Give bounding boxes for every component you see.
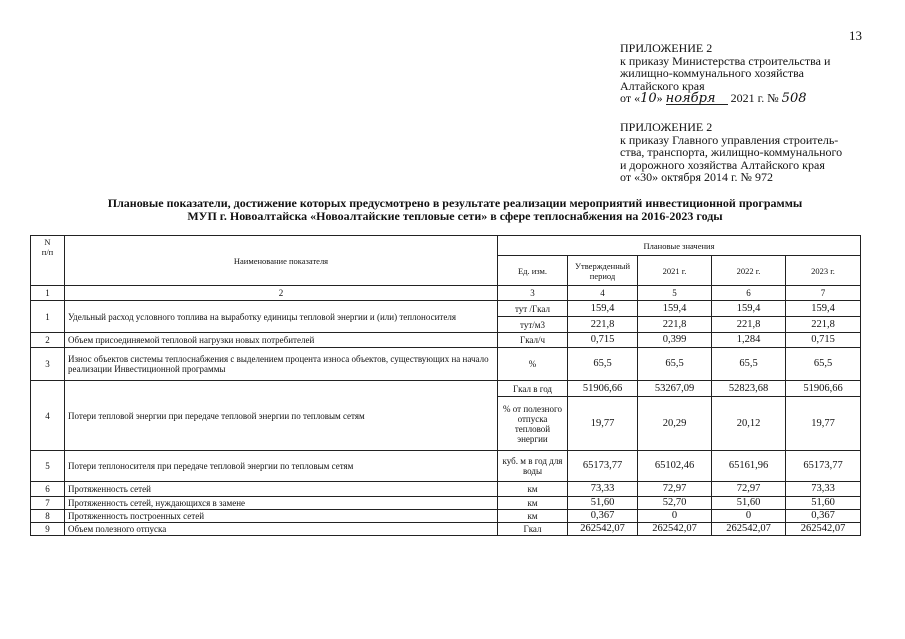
value-cell: 159,4 — [712, 301, 786, 317]
row-number: 5 — [31, 451, 65, 482]
value-cell: 20,29 — [638, 397, 712, 451]
value-cell: 0,715 — [786, 333, 861, 348]
indicator-name: Потери тепловой энергии при передаче тепловой энергии по тепловым сетям — [65, 381, 498, 451]
value-cell: 262542,07 — [638, 523, 712, 536]
table-row — [31, 348, 861, 381]
value-cell: 65173,77 — [786, 451, 861, 482]
value-cell: 0 — [638, 510, 712, 523]
column-number: 2 — [65, 286, 498, 301]
column-number: 1 — [31, 286, 65, 301]
value-cell: 65102,46 — [638, 451, 712, 482]
unit-cell: км — [498, 482, 568, 497]
handwritten-day: 10 — [640, 91, 657, 106]
value-cell: 0 — [712, 510, 786, 523]
value-cell: 73,33 — [786, 482, 861, 497]
indicator-name: Протяженность сетей, нуждающихся в замене — [65, 497, 498, 510]
value-cell: 0,367 — [786, 510, 861, 523]
value-cell: 19,77 — [568, 397, 638, 451]
row-number: 7 — [31, 497, 65, 510]
appendix-header-ministry — [620, 42, 830, 106]
indicator-name: Потери теплоносителя при передаче тепловой энергии по тепловым сетям — [65, 451, 498, 482]
row-number: 4 — [31, 381, 65, 451]
column-number: 4 — [568, 286, 638, 301]
unit-cell: Гкал в год — [498, 381, 568, 397]
row-number: 1 — [31, 301, 65, 333]
appendix-line: Алтайского края — [620, 78, 705, 93]
header-year-2021: 2021 г. — [638, 256, 712, 286]
column-number: 5 — [638, 286, 712, 301]
value-cell: 65173,77 — [568, 451, 638, 482]
header-num: N п/п — [31, 236, 65, 286]
header-name: Наименование показателя — [65, 236, 498, 286]
value-cell: 51,60 — [568, 497, 638, 510]
value-cell: 0,715 — [568, 333, 638, 348]
underline — [666, 104, 728, 105]
indicator-name: Протяженность сетей — [65, 482, 498, 497]
date-year: 2021 г. № — [730, 91, 779, 105]
title-line: МУП г. Новоалтайска «Новоалтайские тепловые сети» в сфере теплоснабжения на 2016-2023 годы — [187, 209, 723, 223]
appendix-line: к приказу Министерства строительства и — [620, 53, 831, 68]
value-cell: 262542,07 — [712, 523, 786, 536]
date-mid: » — [656, 91, 663, 105]
appendix-line: от «30» октября 2014 г. № 972 — [620, 170, 774, 184]
unit-cell: тут /Гкал — [498, 301, 568, 317]
header-planned-values: Плановые значения — [498, 236, 861, 256]
unit-cell: Гкал/ч — [498, 333, 568, 348]
value-cell: 65,5 — [638, 348, 712, 381]
table-row — [31, 381, 861, 397]
value-cell: 51,60 — [786, 497, 861, 510]
handwritten-month: ноября — [665, 91, 716, 106]
indicator-name: Удельный расход условного топлива на выработку единицы тепловой энергии и (или) теплоносителя — [65, 301, 498, 333]
order-date-line — [620, 92, 830, 106]
value-cell: 52,70 — [638, 497, 712, 510]
value-cell: 51906,66 — [786, 381, 861, 397]
table-row — [31, 301, 861, 317]
value-cell: 73,33 — [568, 482, 638, 497]
unit-cell: км — [498, 497, 568, 510]
column-number-row — [31, 286, 861, 301]
indicator-name: Протяженность построенных сетей — [65, 510, 498, 523]
unit-cell: % от полезного отпуска тепловой энергии — [498, 397, 568, 451]
value-cell: 0,399 — [638, 333, 712, 348]
value-cell: 65,5 — [712, 348, 786, 381]
handwritten-month-field — [666, 92, 728, 106]
column-number: 3 — [498, 286, 568, 301]
value-cell: 53267,09 — [638, 381, 712, 397]
indicator-name: Износ объектов системы теплоснабжения с выделением процента износа объектов, существующих на начало реализации Инвестиционной программы — [65, 348, 498, 381]
column-number: 6 — [712, 286, 786, 301]
value-cell: 221,8 — [786, 317, 861, 333]
indicator-name: Объем присоединяемой тепловой нагрузки новых потребителей — [65, 333, 498, 348]
value-cell: 65,5 — [568, 348, 638, 381]
table-row — [31, 523, 861, 536]
appendix-header-main-department — [620, 121, 842, 184]
unit-cell: куб. м в год для воды — [498, 451, 568, 482]
document-title — [60, 197, 850, 223]
header-year-2023: 2023 г. — [786, 256, 861, 286]
unit-cell: тут/м3 — [498, 317, 568, 333]
value-cell: 159,4 — [638, 301, 712, 317]
value-cell: 65161,96 — [712, 451, 786, 482]
value-cell: 72,97 — [712, 482, 786, 497]
value-cell: 159,4 — [786, 301, 861, 317]
appendix-line: ства, транспорта, жилищно-коммунального — [620, 145, 843, 159]
indicator-name: Объем полезного отпуска — [65, 523, 498, 536]
value-cell: 159,4 — [568, 301, 638, 317]
value-cell: 262542,07 — [786, 523, 861, 536]
title-line: Плановые показатели, достижение которых предусмотрено в результате реализации мероприятий инвестиционной программы — [107, 196, 803, 210]
date-prefix: от « — [620, 91, 641, 105]
planned-indicators-table — [30, 235, 861, 536]
value-cell: 221,8 — [638, 317, 712, 333]
column-number: 7 — [786, 286, 861, 301]
header-unit: Ед. изм. — [498, 256, 568, 286]
value-cell: 221,8 — [712, 317, 786, 333]
unit-cell: км — [498, 510, 568, 523]
value-cell: 221,8 — [568, 317, 638, 333]
row-number: 6 — [31, 482, 65, 497]
value-cell: 51906,66 — [568, 381, 638, 397]
value-cell: 1,284 — [712, 333, 786, 348]
row-number: 3 — [31, 348, 65, 381]
value-cell: 52823,68 — [712, 381, 786, 397]
unit-cell: % — [498, 348, 568, 381]
appendix-line: к приказу Главного управления строитель- — [620, 132, 839, 147]
table-row — [31, 333, 861, 348]
value-cell: 262542,07 — [568, 523, 638, 536]
table-row — [31, 451, 861, 482]
header-year-2022: 2022 г. — [712, 256, 786, 286]
header-row — [31, 236, 861, 256]
page-number: 13 — [849, 28, 862, 43]
appendix-title: ПРИЛОЖЕНИЕ 2 — [620, 41, 713, 55]
row-number: 9 — [31, 523, 65, 536]
table-row — [31, 482, 861, 497]
value-cell: 0,367 — [568, 510, 638, 523]
header-approved-period: Утвержденный период — [568, 256, 638, 286]
value-cell: 20,12 — [712, 397, 786, 451]
value-cell: 72,97 — [638, 482, 712, 497]
row-number: 8 — [31, 510, 65, 523]
value-cell: 51,60 — [712, 497, 786, 510]
row-number: 2 — [31, 333, 65, 348]
unit-cell: Гкал — [498, 523, 568, 536]
table-row — [31, 497, 861, 510]
value-cell: 65,5 — [786, 348, 861, 381]
handwritten-order-number: 508 — [781, 91, 807, 106]
table-row — [31, 510, 861, 523]
appendix-title: ПРИЛОЖЕНИЕ 2 — [620, 120, 713, 134]
appendix-line: и дорожного хозяйства Алтайского края — [620, 157, 825, 172]
value-cell: 19,77 — [786, 397, 861, 451]
appendix-line: жилищно-коммунального хозяйства — [620, 66, 804, 80]
